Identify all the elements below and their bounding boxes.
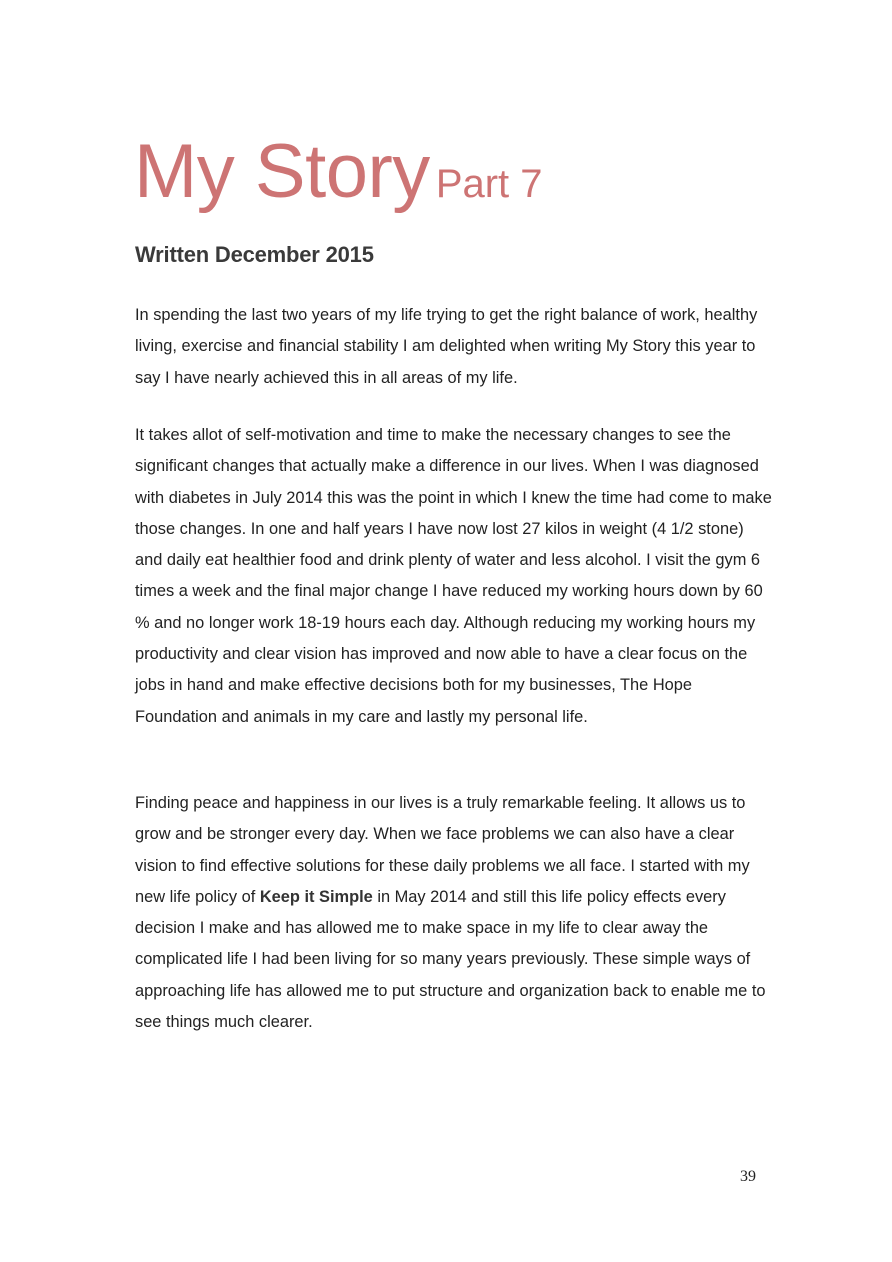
keep-it-simple-emphasis: Keep it Simple bbox=[259, 887, 373, 906]
written-date-heading: Written December 2015 bbox=[135, 242, 374, 267]
page-title bbox=[134, 129, 543, 214]
title-main: My Story bbox=[134, 129, 430, 214]
paragraph-1: In spending the last two years of my life trying to get the right balance of work, healthy living, exercise and financial stability I am delighted when writing My Story this year to say I have nearly achieved this in all areas of my life. bbox=[135, 306, 758, 387]
paragraph-2: It takes allot of self-motivation and time to make the necessary changes to see the significant changes that actually make a difference in our lives. When I was diagnosed with diabetes in July 2014 this was the point in which I knew the time had come to make those changes. In one and half years I have now lost 27 kilos in weight (4 1/2 stone) and daily eat healthier food and drink plenty of water and less alcohol. I visit the gym 6 times a week and the final major change I have reduced my working hours down by 60 % and no longer work 18-19 hours each day. Although reducing my working hours my productivity and clear vision has improved and now able to have a clear focus on the jobs in hand and make effective decisions both for my businesses, The Hope Foundation and animals in my care and lastly my personal life. bbox=[135, 426, 772, 726]
paragraph-3-start: Finding peace and happiness in our lives is a truly remarkable feeling. It allows us to grow and be stronger every day. When we face problems we can also have a clear vision to find effective solutions for these daily problems we all face. I started with my new life policy of bbox=[135, 794, 750, 906]
paragraph-3-end: in May 2014 and still this life policy effects every decision I make and has allowed me to make space in my life to clear away the complicated life I had been living for so many years previously. These simple ways of approaching life has allowed me to put structure and organization back to enable me to see things much clearer. bbox=[135, 887, 766, 1032]
paragraph-3 bbox=[135, 788, 775, 1038]
title-part: Part 7 bbox=[435, 162, 543, 206]
page-number: 39 bbox=[740, 1168, 756, 1185]
